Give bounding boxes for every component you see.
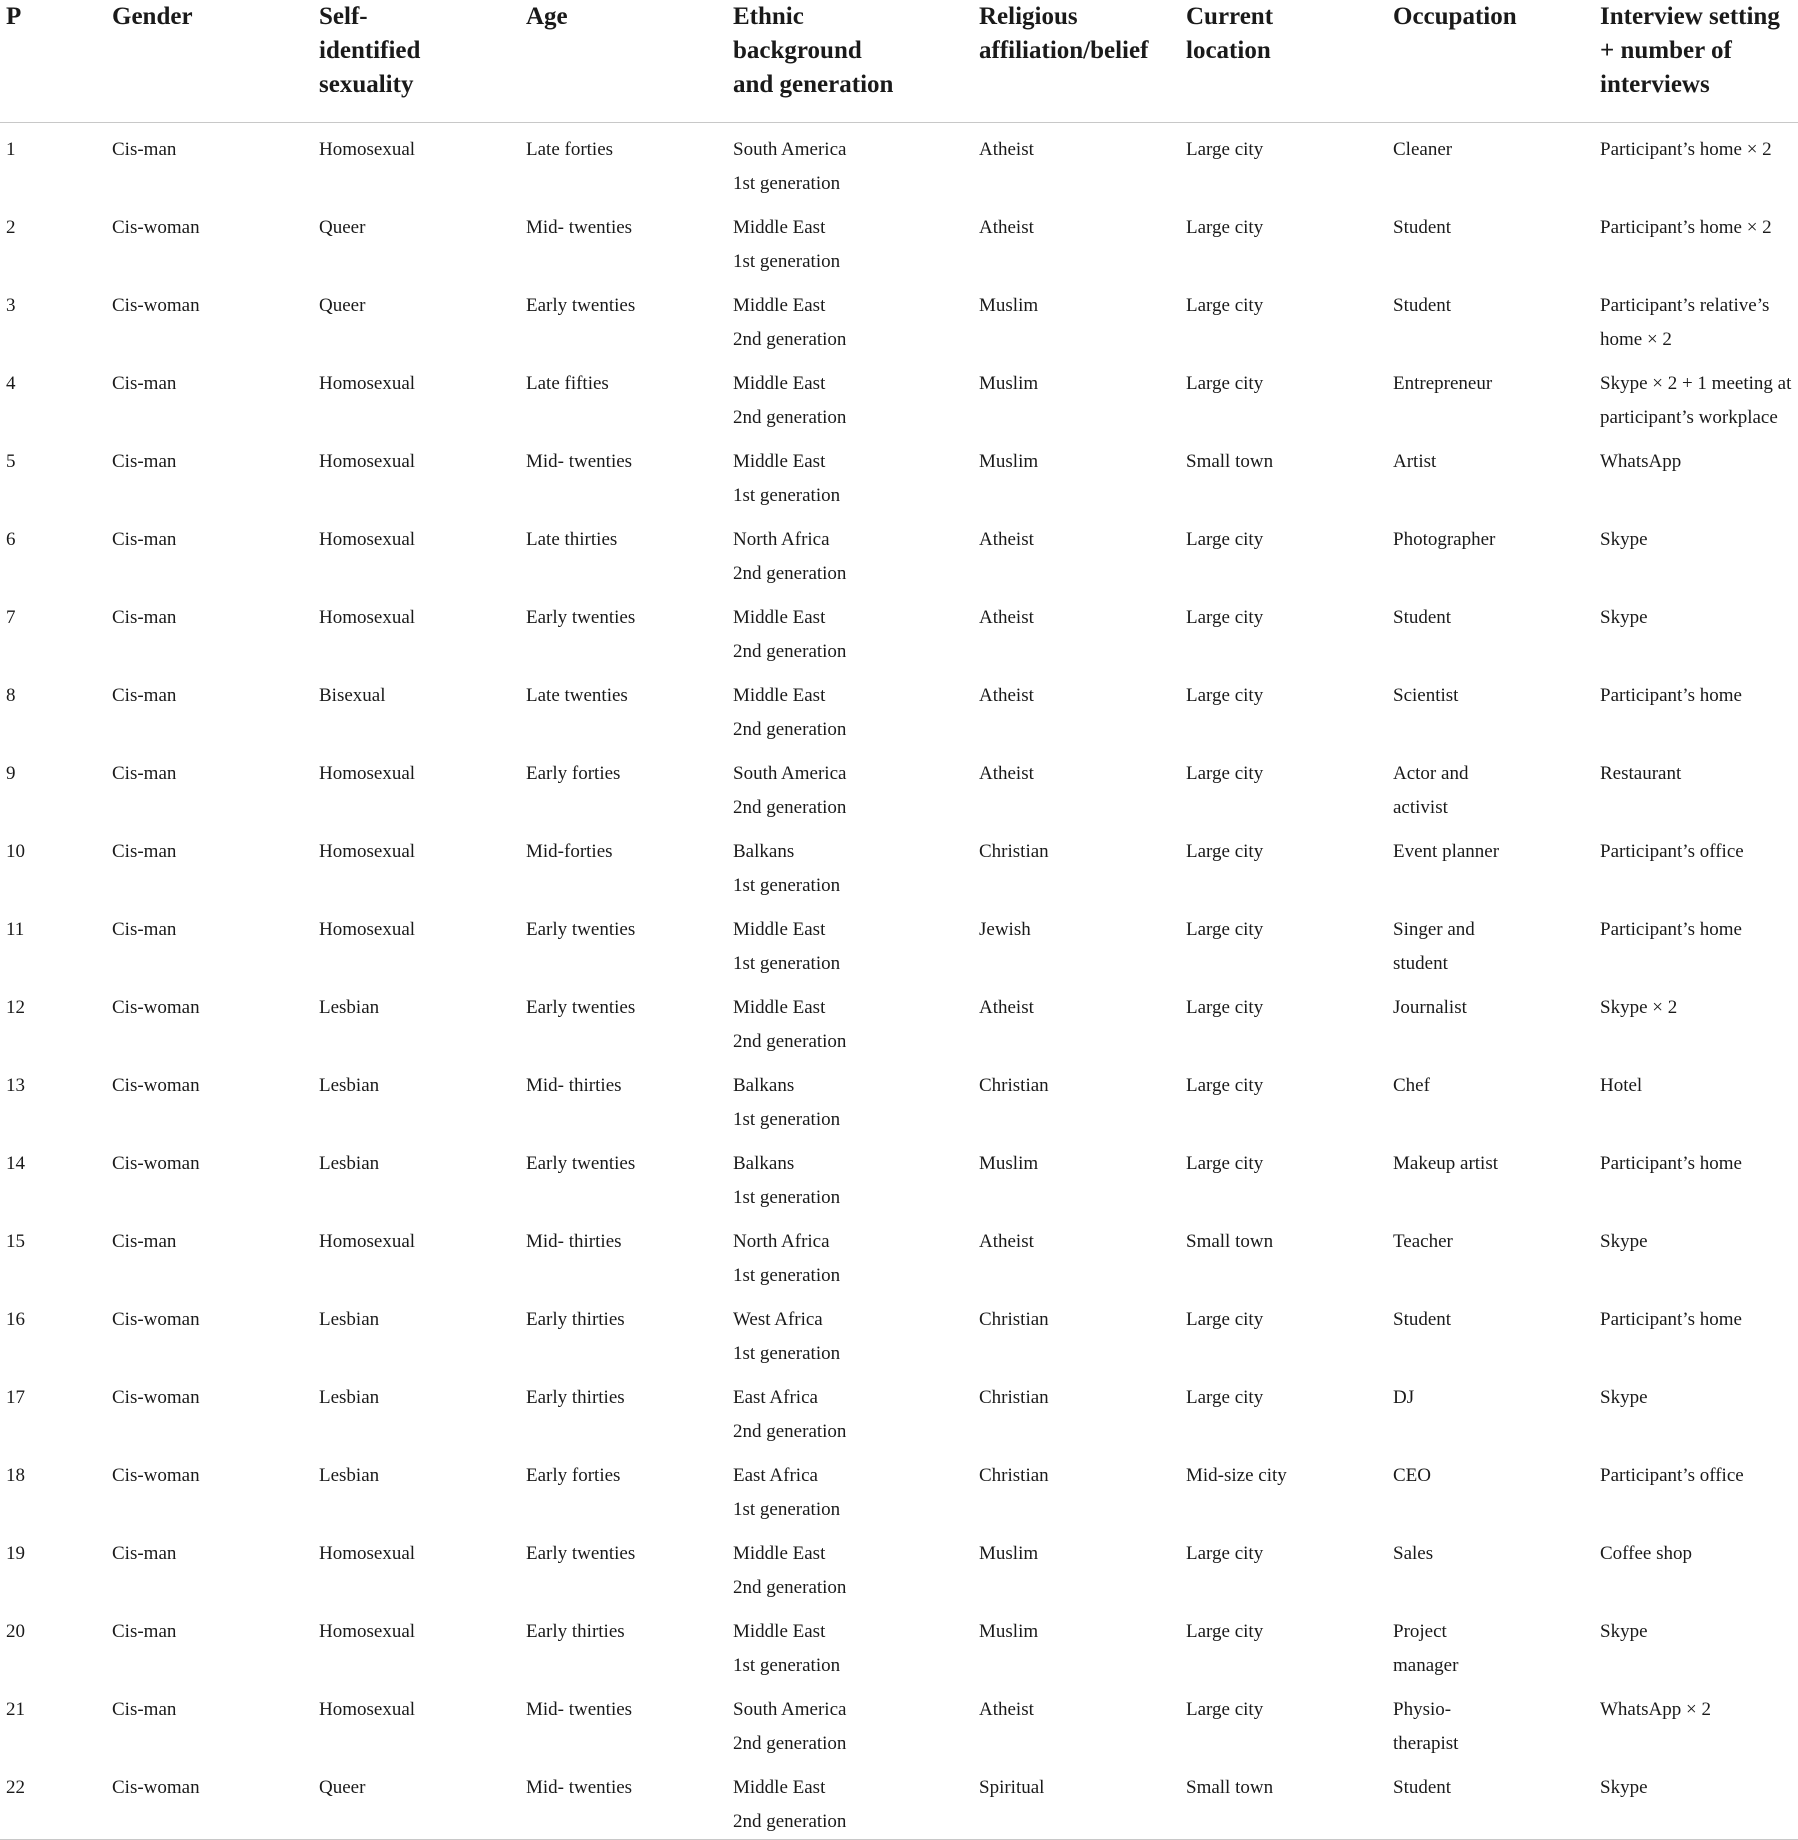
cell-age: Early twenties <box>526 607 636 628</box>
cell-location: Large city <box>1186 1699 1264 1720</box>
cell-ethnic-background: East Africa 2nd generation <box>733 1387 847 1442</box>
cell-occupation: Event planner <box>1393 841 1500 862</box>
cell-interview-setting: Skype <box>1600 1621 1648 1642</box>
table-row <box>0 1059 1798 1137</box>
cell-location: Large city <box>1186 1543 1264 1564</box>
cell-occupation: Student <box>1393 607 1452 628</box>
cell-sexuality: Homosexual <box>319 1621 416 1642</box>
cell-participant: 16 <box>6 1309 25 1330</box>
cell-occupation: Actor and activist <box>1393 763 1469 818</box>
table-row <box>0 123 1798 202</box>
cell-occupation: Artist <box>1393 451 1437 472</box>
cell-age: Mid- twenties <box>526 451 633 472</box>
cell-religion: Muslim <box>979 1543 1039 1564</box>
cell-ethnic-background: North Africa 2nd generation <box>733 529 847 584</box>
cell-occupation: Student <box>1393 217 1452 238</box>
cell-participant: 6 <box>6 529 16 550</box>
cell-location: Small town <box>1186 1761 1393 1840</box>
cell-religion: Christian <box>979 1387 1049 1408</box>
table-body <box>0 123 1798 1840</box>
cell-participant: 8 <box>6 685 16 706</box>
cell-participant: 20 <box>6 1621 25 1642</box>
cell-religion: Christian <box>979 1465 1049 1486</box>
cell-age: Late fifties <box>526 373 609 394</box>
cell-sexuality: Lesbian <box>319 1309 380 1330</box>
cell-interview-setting: WhatsApp × 2 <box>1600 1699 1711 1720</box>
cell-interview-setting: Participant’s home <box>1600 1309 1742 1330</box>
cell-gender: Cis-man <box>112 841 177 862</box>
cell-sexuality: Lesbian <box>319 997 380 1018</box>
cell-interview-setting: Skype <box>1600 607 1648 628</box>
cell-location: Large city <box>1186 1621 1264 1642</box>
table-row <box>0 1137 1798 1215</box>
cell-participant: 1 <box>6 139 16 160</box>
cell-location: Large city <box>1186 997 1264 1018</box>
cell-interview-setting: Skype <box>1600 1387 1648 1408</box>
cell-ethnic-background: South America 2nd generation <box>733 1699 847 1754</box>
cell-occupation: Photographer <box>1393 529 1496 550</box>
cell-gender: Cis-woman <box>112 1387 200 1408</box>
cell-religion: Atheist <box>979 217 1034 238</box>
table-row <box>0 1527 1798 1605</box>
cell-sexuality: Homosexual <box>319 529 416 550</box>
cell-gender: Cis-woman <box>112 997 200 1018</box>
cell-gender: Cis-man <box>112 139 177 160</box>
cell-participant: 22 <box>0 1761 112 1840</box>
cell-participant: 2 <box>6 217 16 238</box>
cell-location: Large city <box>1186 841 1264 862</box>
cell-occupation: Scientist <box>1393 685 1459 706</box>
cell-gender: Cis-woman <box>112 1075 200 1096</box>
cell-interview-setting: WhatsApp <box>1600 451 1682 472</box>
cell-gender: Cis-woman <box>112 1309 200 1330</box>
cell-age: Early twenties <box>526 295 636 316</box>
cell-ethnic-background: Balkans 1st generation <box>733 1153 841 1208</box>
cell-location: Large city <box>1186 373 1264 394</box>
cell-ethnic-background: South America 1st generation <box>733 139 847 194</box>
cell-ethnic-background: Middle East 2nd generation <box>733 295 847 350</box>
table-row <box>0 747 1798 825</box>
table-row <box>0 1371 1798 1449</box>
cell-interview-setting: Participant’s relative’s home × 2 <box>1600 295 1770 350</box>
cell-age: Mid- twenties <box>526 1699 633 1720</box>
cell-occupation: Physio- therapist <box>1393 1699 1459 1754</box>
cell-age: Early twenties <box>526 997 636 1018</box>
cell-gender: Cis-man <box>112 373 177 394</box>
cell-sexuality: Lesbian <box>319 1153 380 1174</box>
cell-participant: 15 <box>6 1231 25 1252</box>
cell-age: Early thirties <box>526 1309 625 1330</box>
table-row <box>0 279 1798 357</box>
cell-gender: Cis-man <box>112 763 177 784</box>
cell-sexuality: Queer <box>319 1761 526 1840</box>
cell-gender: Cis-woman <box>112 217 200 238</box>
cell-religion: Christian <box>979 841 1049 862</box>
cell-occupation: Singer and student <box>1393 919 1475 974</box>
table-row <box>0 201 1798 279</box>
cell-age: Mid- thirties <box>526 1231 622 1252</box>
cell-gender: Cis-woman <box>112 1153 200 1174</box>
cell-sexuality: Lesbian <box>319 1465 380 1486</box>
cell-sexuality: Homosexual <box>319 373 416 394</box>
cell-age: Early twenties <box>526 919 636 940</box>
cell-location: Large city <box>1186 919 1264 940</box>
cell-interview-setting: Skype <box>1600 529 1648 550</box>
table-row <box>0 669 1798 747</box>
table-row <box>0 591 1798 669</box>
cell-interview-setting: Participant’s home <box>1600 1153 1742 1174</box>
cell-location: Large city <box>1186 607 1264 628</box>
cell-ethnic-background: East Africa 1st generation <box>733 1465 841 1520</box>
cell-gender: Cis-man <box>112 1699 177 1720</box>
cell-age: Mid- twenties <box>526 217 633 238</box>
cell-interview-setting: Hotel <box>1600 1075 1643 1096</box>
cell-participant: 14 <box>6 1153 25 1174</box>
table-row <box>0 1605 1798 1683</box>
cell-location: Large city <box>1186 529 1264 550</box>
cell-location: Large city <box>1186 1075 1264 1096</box>
cell-ethnic-background: Middle East 2nd generation <box>733 1543 847 1598</box>
cell-interview-setting: Skype <box>1600 1231 1648 1252</box>
cell-location: Large city <box>1186 685 1264 706</box>
cell-location: Mid-size city <box>1186 1465 1287 1486</box>
cell-interview-setting: Participant’s home <box>1600 685 1742 706</box>
cell-occupation: DJ <box>1393 1387 1415 1408</box>
cell-age: Mid- thirties <box>526 1075 622 1096</box>
cell-location: Large city <box>1186 1153 1264 1174</box>
cell-location: Large city <box>1186 763 1264 784</box>
cell-ethnic-background: Balkans 1st generation <box>733 841 841 896</box>
cell-location: Large city <box>1186 295 1264 316</box>
table-row <box>0 435 1798 513</box>
cell-sexuality: Homosexual <box>319 139 416 160</box>
cell-occupation: Chef <box>1393 1075 1430 1096</box>
cell-religion: Atheist <box>979 685 1034 706</box>
cell-ethnic-background: Middle East 2nd generation <box>733 685 847 740</box>
cell-sexuality: Homosexual <box>319 607 416 628</box>
cell-religion: Muslim <box>979 1153 1039 1174</box>
cell-religion: Atheist <box>979 139 1034 160</box>
cell-religion: Atheist <box>979 529 1034 550</box>
cell-sexuality: Homosexual <box>319 841 416 862</box>
cell-interview-setting: Participant’s office <box>1600 1465 1744 1486</box>
column-header-gender: Gender <box>112 0 319 123</box>
table-row <box>0 1293 1798 1371</box>
cell-age: Late forties <box>526 139 614 160</box>
cell-gender: Cis-woman <box>112 1761 319 1840</box>
cell-ethnic-background: Middle East 1st generation <box>733 451 841 506</box>
cell-ethnic-background: Middle East 2nd generation <box>733 997 847 1052</box>
cell-occupation: Project manager <box>1393 1621 1459 1676</box>
cell-sexuality: Queer <box>319 217 366 238</box>
table-row <box>0 357 1798 435</box>
cell-age: Early twenties <box>526 1153 636 1174</box>
cell-occupation: Cleaner <box>1393 139 1453 160</box>
table-row <box>0 1215 1798 1293</box>
column-header-age: Age <box>526 0 733 123</box>
cell-location: Large city <box>1186 1309 1264 1330</box>
cell-age: Early forties <box>526 763 621 784</box>
cell-participant: 10 <box>6 841 25 862</box>
cell-participant: 21 <box>6 1699 25 1720</box>
cell-occupation: CEO <box>1393 1465 1431 1486</box>
cell-gender: Cis-man <box>112 607 177 628</box>
cell-sexuality: Lesbian <box>319 1387 380 1408</box>
cell-sexuality: Bisexual <box>319 685 386 706</box>
cell-age: Late twenties <box>526 685 628 706</box>
cell-participant: 13 <box>6 1075 25 1096</box>
cell-age: Mid-forties <box>526 841 613 862</box>
column-header-religion: Religious affiliation/belief <box>979 0 1186 123</box>
cell-occupation: Student <box>1393 295 1452 316</box>
cell-ethnic-background: Middle East 1st generation <box>733 1621 841 1676</box>
cell-location: Small town <box>1186 1231 1274 1252</box>
cell-interview-setting: Participant’s home <box>1600 919 1742 940</box>
cell-location: Large city <box>1186 217 1264 238</box>
cell-religion: Christian <box>979 1309 1049 1330</box>
cell-interview-setting: Skype <box>1600 1761 1798 1840</box>
cell-gender: Cis-man <box>112 1621 177 1642</box>
cell-religion: Christian <box>979 1075 1049 1096</box>
cell-sexuality: Homosexual <box>319 451 416 472</box>
cell-participant: 5 <box>6 451 16 472</box>
cell-occupation: Entrepreneur <box>1393 373 1493 394</box>
cell-participant: 3 <box>6 295 16 316</box>
column-header-location: Current location <box>1186 0 1393 123</box>
cell-participant: 12 <box>6 997 25 1018</box>
cell-participant: 9 <box>6 763 16 784</box>
cell-occupation: Sales <box>1393 1543 1434 1564</box>
column-header-interview-setting: Interview setting + number of interviews <box>1600 0 1798 123</box>
column-header-participant: P <box>0 0 112 123</box>
cell-ethnic-background: Middle East 2nd generation <box>733 1761 979 1840</box>
cell-religion: Muslim <box>979 451 1039 472</box>
cell-age: Early thirties <box>526 1621 625 1642</box>
table-row <box>0 1683 1798 1761</box>
cell-religion: Spiritual <box>979 1761 1186 1840</box>
cell-location: Small town <box>1186 451 1274 472</box>
cell-participant: 19 <box>6 1543 25 1564</box>
table-row <box>0 1449 1798 1527</box>
column-header-ethnic-background: Ethnic background and generation <box>733 0 979 123</box>
cell-ethnic-background: West Africa 1st generation <box>733 1309 841 1364</box>
cell-age: Early twenties <box>526 1543 636 1564</box>
cell-participant: 18 <box>6 1465 25 1486</box>
cell-religion: Atheist <box>979 763 1034 784</box>
cell-participant: 17 <box>6 1387 25 1408</box>
table-row <box>0 903 1798 981</box>
cell-sexuality: Homosexual <box>319 1231 416 1252</box>
cell-ethnic-background: Middle East 2nd generation <box>733 607 847 662</box>
cell-ethnic-background: Balkans 1st generation <box>733 1075 841 1130</box>
cell-ethnic-background: North Africa 1st generation <box>733 1231 841 1286</box>
cell-occupation: Student <box>1393 1309 1452 1330</box>
cell-gender: Cis-man <box>112 451 177 472</box>
cell-sexuality: Homosexual <box>319 919 416 940</box>
cell-sexuality: Homosexual <box>319 1699 416 1720</box>
cell-sexuality: Lesbian <box>319 1075 380 1096</box>
cell-religion: Muslim <box>979 373 1039 394</box>
cell-interview-setting: Coffee shop <box>1600 1543 1692 1564</box>
header-row <box>0 0 1798 123</box>
cell-interview-setting: Skype × 2 + 1 meeting at participant’s workplace <box>1600 373 1792 428</box>
cell-religion: Jewish <box>979 919 1031 940</box>
cell-religion: Atheist <box>979 607 1034 628</box>
cell-religion: Muslim <box>979 1621 1039 1642</box>
cell-location: Large city <box>1186 139 1264 160</box>
cell-ethnic-background: South America 2nd generation <box>733 763 847 818</box>
cell-gender: Cis-man <box>112 1231 177 1252</box>
cell-interview-setting: Participant’s home × 2 <box>1600 139 1772 160</box>
cell-gender: Cis-man <box>112 1543 177 1564</box>
cell-religion: Atheist <box>979 1231 1034 1252</box>
cell-ethnic-background: Middle East 1st generation <box>733 919 841 974</box>
cell-occupation: Makeup artist <box>1393 1153 1499 1174</box>
cell-gender: Cis-man <box>112 919 177 940</box>
cell-age: Early forties <box>526 1465 621 1486</box>
cell-participant: 11 <box>6 919 25 940</box>
cell-occupation: Journalist <box>1393 997 1467 1018</box>
column-header-occupation: Occupation <box>1393 0 1600 123</box>
cell-age: Early thirties <box>526 1387 625 1408</box>
cell-religion: Atheist <box>979 1699 1034 1720</box>
table-row <box>0 981 1798 1059</box>
cell-age: Late thirties <box>526 529 618 550</box>
cell-gender: Cis-woman <box>112 1465 200 1486</box>
cell-gender: Cis-woman <box>112 295 200 316</box>
cell-gender: Cis-man <box>112 685 177 706</box>
cell-sexuality: Queer <box>319 295 366 316</box>
table-row <box>0 1761 1798 1840</box>
cell-occupation: Teacher <box>1393 1231 1453 1252</box>
cell-location: Large city <box>1186 1387 1264 1408</box>
table-header <box>0 0 1798 123</box>
cell-sexuality: Homosexual <box>319 763 416 784</box>
cell-religion: Muslim <box>979 295 1039 316</box>
column-header-sexuality: Self- identified sexuality <box>319 0 526 123</box>
cell-gender: Cis-man <box>112 529 177 550</box>
cell-participant: 4 <box>6 373 16 394</box>
table-row <box>0 825 1798 903</box>
cell-interview-setting: Skype × 2 <box>1600 997 1678 1018</box>
cell-occupation: Student <box>1393 1761 1600 1840</box>
cell-ethnic-background: Middle East 1st generation <box>733 217 841 272</box>
cell-interview-setting: Restaurant <box>1600 763 1682 784</box>
cell-participant: 7 <box>6 607 16 628</box>
cell-ethnic-background: Middle East 2nd generation <box>733 373 847 428</box>
cell-interview-setting: Participant’s office <box>1600 841 1744 862</box>
cell-interview-setting: Participant’s home × 2 <box>1600 217 1772 238</box>
cell-sexuality: Homosexual <box>319 1543 416 1564</box>
cell-age: Mid- twenties <box>526 1761 733 1840</box>
table-row <box>0 513 1798 591</box>
cell-religion: Atheist <box>979 997 1034 1018</box>
